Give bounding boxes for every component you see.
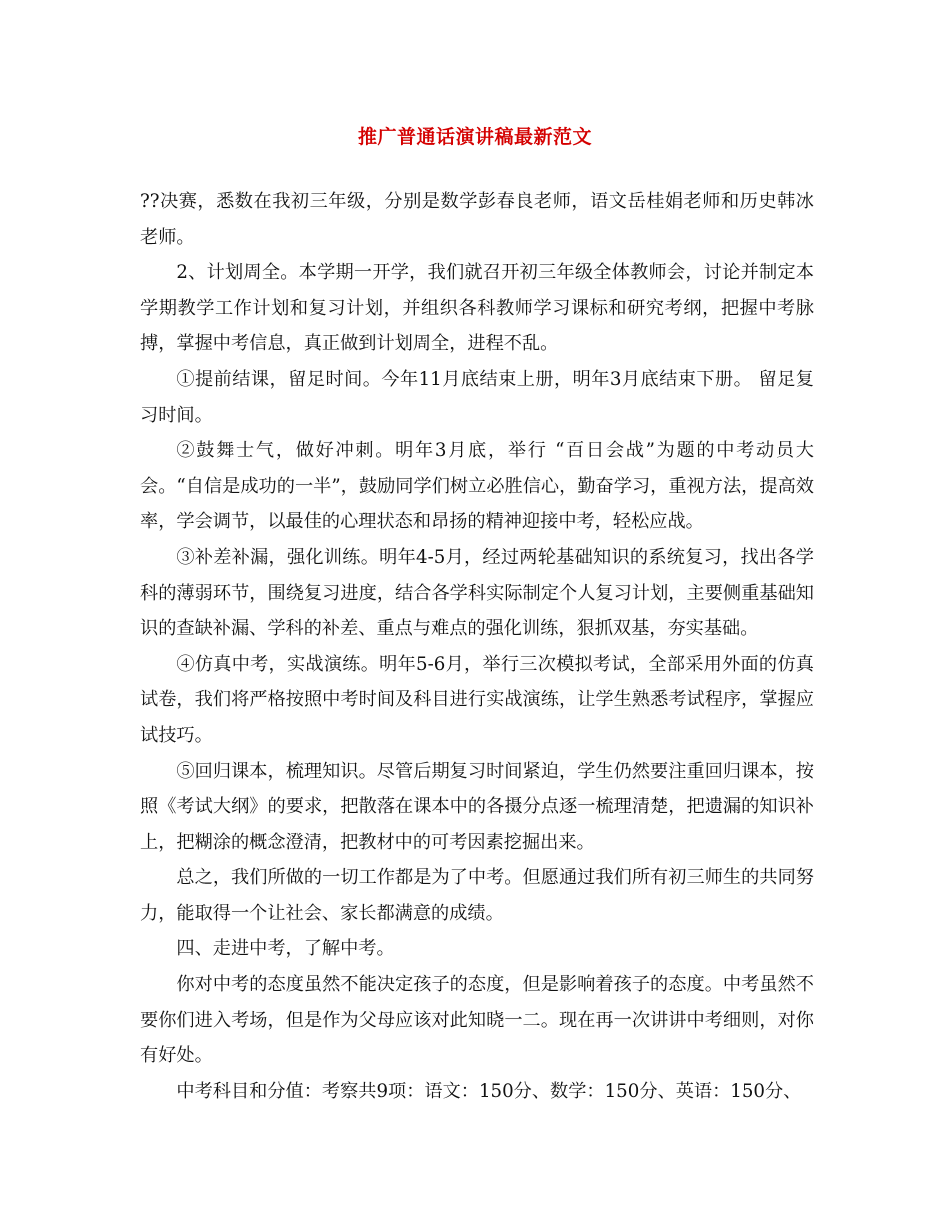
paragraph: 你对中考的态度虽然不能决定孩子的态度，但是影响着孩子的态度。中考虽然不要你们进入考场，但是作为父母应该对此知晓一二。现在再一次讲讲中考细则，对你有好处。 bbox=[140, 974, 814, 1067]
paragraph: 中考科目和分值：考察共9项：语文：150分、数学：150分、英语：150分、 bbox=[176, 1080, 802, 1102]
paragraph: ??决赛，悉数在我初三年级，分别是数学彭春良老师，语文岳桂娟老师和历史韩冰老师。 bbox=[140, 191, 814, 248]
paragraph: ④仿真中考，实战演练。明年5-6月，举行三次模拟考试，全部采用外面的仿真试卷，我们将严格按照中考时间及科目进行实战演练，让学生熟悉考试程序，掌握应试技巧。 bbox=[140, 653, 814, 746]
document-body bbox=[140, 184, 814, 1109]
paragraph: 2、计划周全。本学期一开学，我们就召开初三年级全体教师会，讨论并制定本学期教学工作计划和复习计划，并组织各科教师学习课标和研究考纲，把握中考脉搏，掌握中考信息，真正做到计划周全，进程不乱。 bbox=[140, 262, 814, 355]
document-title: 推广普通话演讲稿最新范文 bbox=[357, 126, 592, 148]
paragraph: ⑤回归课本，梳理知识。尽管后期复习时间紧迫，学生仍然要注重回归课本，按照《考试大纲》的要求，把散落在课本中的各摄分点逐一梳理清楚，把遗漏的知识补上，把糊涂的概念澄清，把教材中的可考因素挖掘出来。 bbox=[140, 760, 814, 853]
paragraph: ②鼓舞士气，做好冲刺。明年3月底，举行 “百日会战”为题的中考动员大会。“自信是成功的一半”，鼓励同学们树立必胜信心，勤奋学习，重视方法，提高效率，学会调节，以最佳的心理状态和昂扬的精神迎接中考，轻松应战。 bbox=[140, 440, 814, 533]
section-heading: 四、走进中考，了解中考。 bbox=[176, 938, 395, 960]
paragraph: ①提前结课，留足时间。今年11月底结束上册，明年3月底结束下册。 留足复习时间。 bbox=[140, 368, 814, 426]
paragraph: ③补差补漏，强化训练。明年4-5月，经过两轮基础知识的系统复习，找出各学科的薄弱环节，围绕复习进度，结合各学科实际制定个人复习计划，主要侧重基础知识的查缺补漏、学科的补差、重点与难点的强化训练，狠抓双基，夯实基础。 bbox=[140, 546, 814, 640]
paragraph: 总之，我们所做的一切工作都是为了中考。但愿通过我们所有初三师生的共同努力，能取得一个让社会、家长都满意的成绩。 bbox=[140, 867, 814, 924]
